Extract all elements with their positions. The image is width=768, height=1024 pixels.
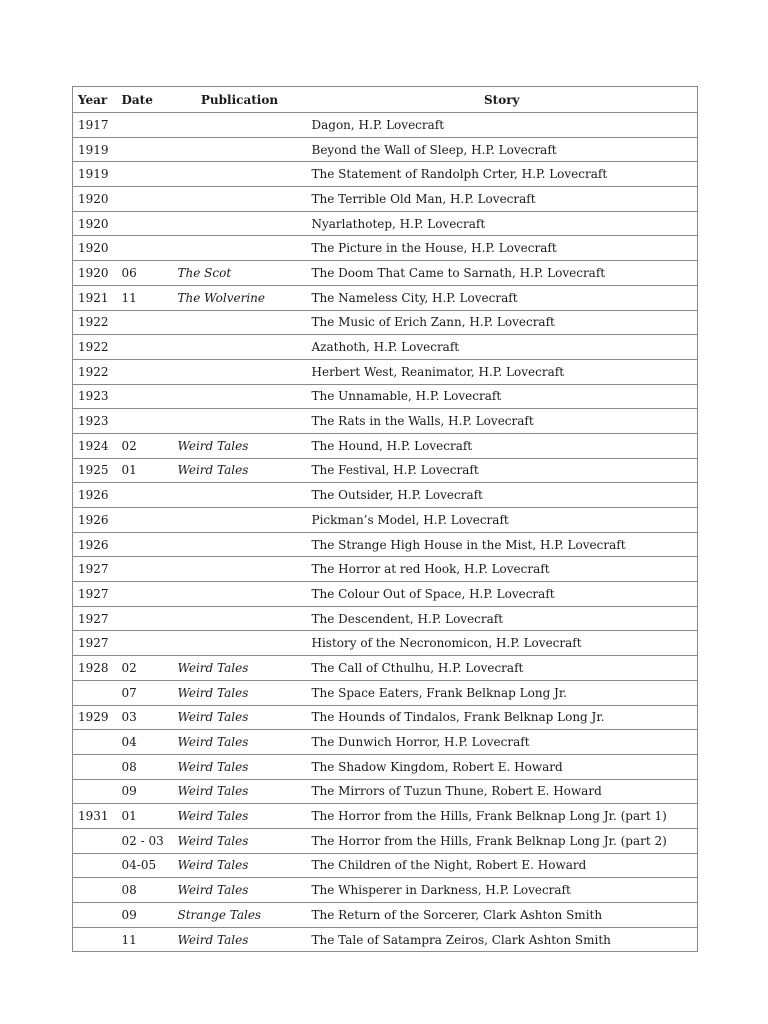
table-row	[73, 927, 698, 952]
date-cell	[117, 483, 173, 508]
publication-cell: Weird Tales	[173, 828, 307, 853]
publication-cell	[173, 557, 307, 582]
publication-cell	[173, 631, 307, 656]
year-cell: 1926	[73, 532, 117, 557]
publication-cell: Weird Tales	[173, 779, 307, 804]
publication-cell	[173, 384, 307, 409]
date-cell	[117, 335, 173, 360]
story-cell: The Festival, H.P. Lovecraft	[307, 458, 698, 483]
story-cell: The Strange High House in the Mist, H.P. Lovecraft	[307, 532, 698, 557]
story-cell: The Space Eaters, Frank Belknap Long Jr.	[307, 680, 698, 705]
story-cell: Azathoth, H.P. Lovecraft	[307, 335, 698, 360]
table-row	[73, 779, 698, 804]
story-cell: The Tale of Satampra Zeiros, Clark Ashton Smith	[307, 927, 698, 952]
table-row	[73, 335, 698, 360]
story-cell: Beyond the Wall of Sleep, H.P. Lovecraft	[307, 137, 698, 162]
date-cell: 09	[117, 903, 173, 928]
publication-cell	[173, 113, 307, 138]
publication-cell	[173, 532, 307, 557]
table-row	[73, 606, 698, 631]
table-row	[73, 508, 698, 533]
publication-cell: Weird Tales	[173, 853, 307, 878]
date-cell: 07	[117, 680, 173, 705]
year-cell: 1927	[73, 557, 117, 582]
story-cell: Pickman’s Model, H.P. Lovecraft	[307, 508, 698, 533]
date-cell	[117, 187, 173, 212]
year-cell: 1923	[73, 384, 117, 409]
publication-cell	[173, 483, 307, 508]
year-cell: 1921	[73, 285, 117, 310]
year-cell: 1927	[73, 582, 117, 607]
year-cell: 1920	[73, 236, 117, 261]
year-cell: 1931	[73, 804, 117, 829]
table-row	[73, 828, 698, 853]
publication-cell: Weird Tales	[173, 754, 307, 779]
date-cell	[117, 508, 173, 533]
year-cell	[73, 779, 117, 804]
story-cell: The Unnamable, H.P. Lovecraft	[307, 384, 698, 409]
publication-cell: Weird Tales	[173, 878, 307, 903]
year-cell: 1926	[73, 483, 117, 508]
date-cell: 01	[117, 804, 173, 829]
story-cell: The Outsider, H.P. Lovecraft	[307, 483, 698, 508]
publication-cell	[173, 508, 307, 533]
publication-cell	[173, 162, 307, 187]
date-cell	[117, 606, 173, 631]
story-cell: The Nameless City, H.P. Lovecraft	[307, 285, 698, 310]
publication-cell: Weird Tales	[173, 927, 307, 952]
story-cell: Dagon, H.P. Lovecraft	[307, 113, 698, 138]
date-cell: 04-05	[117, 853, 173, 878]
date-cell: 02	[117, 656, 173, 681]
table-row	[73, 236, 698, 261]
table-row	[73, 680, 698, 705]
table-row	[73, 656, 698, 681]
story-cell: The Horror from the Hills, Frank Belknap Long Jr. (part 1)	[307, 804, 698, 829]
year-cell: 1928	[73, 656, 117, 681]
story-cell: The Doom That Came to Sarnath, H.P. Lovecraft	[307, 261, 698, 286]
publication-cell	[173, 409, 307, 434]
stories-table	[72, 86, 698, 952]
date-cell: 01	[117, 458, 173, 483]
story-cell: Nyarlathotep, H.P. Lovecraft	[307, 211, 698, 236]
story-cell: The Music of Erich Zann, H.P. Lovecraft	[307, 310, 698, 335]
year-cell: 1926	[73, 508, 117, 533]
story-cell: The Hounds of Tindalos, Frank Belknap Long Jr.	[307, 705, 698, 730]
column-header-publication: Publication	[173, 87, 307, 113]
story-cell: The Children of the Night, Robert E. Howard	[307, 853, 698, 878]
table-row	[73, 162, 698, 187]
date-cell	[117, 113, 173, 138]
table-row	[73, 433, 698, 458]
year-cell: 1924	[73, 433, 117, 458]
table-row	[73, 903, 698, 928]
date-cell: 11	[117, 927, 173, 952]
publication-cell: Weird Tales	[173, 458, 307, 483]
table-row	[73, 483, 698, 508]
table-row	[73, 187, 698, 212]
story-cell: Herbert West, Reanimator, H.P. Lovecraft	[307, 359, 698, 384]
year-cell: 1920	[73, 211, 117, 236]
table-row	[73, 532, 698, 557]
date-cell	[117, 384, 173, 409]
year-cell	[73, 754, 117, 779]
table-row	[73, 384, 698, 409]
year-cell: 1927	[73, 631, 117, 656]
story-cell: The Statement of Randolph Crter, H.P. Lovecraft	[307, 162, 698, 187]
date-cell	[117, 409, 173, 434]
story-cell: The Return of the Sorcerer, Clark Ashton Smith	[307, 903, 698, 928]
table-row	[73, 409, 698, 434]
year-cell: 1920	[73, 261, 117, 286]
story-cell: The Whisperer in Darkness, H.P. Lovecraft	[307, 878, 698, 903]
publication-cell	[173, 335, 307, 360]
year-cell: 1919	[73, 162, 117, 187]
table-row	[73, 113, 698, 138]
year-cell	[73, 878, 117, 903]
date-cell	[117, 211, 173, 236]
table-body	[73, 113, 698, 952]
story-cell: The Horror from the Hills, Frank Belknap Long Jr. (part 2)	[307, 828, 698, 853]
column-header-story: Story	[307, 87, 698, 113]
year-cell: 1919	[73, 137, 117, 162]
table-row	[73, 137, 698, 162]
date-cell	[117, 631, 173, 656]
publication-cell: Weird Tales	[173, 730, 307, 755]
year-cell: 1925	[73, 458, 117, 483]
table-row	[73, 557, 698, 582]
table-row	[73, 730, 698, 755]
date-cell	[117, 236, 173, 261]
year-cell: 1922	[73, 335, 117, 360]
date-cell: 02	[117, 433, 173, 458]
year-cell	[73, 903, 117, 928]
story-cell: The Colour Out of Space, H.P. Lovecraft	[307, 582, 698, 607]
story-cell: The Dunwich Horror, H.P. Lovecraft	[307, 730, 698, 755]
year-cell: 1920	[73, 187, 117, 212]
story-cell: The Rats in the Walls, H.P. Lovecraft	[307, 409, 698, 434]
table-row	[73, 582, 698, 607]
date-cell: 08	[117, 878, 173, 903]
story-cell: The Mirrors of Tuzun Thune, Robert E. Howard	[307, 779, 698, 804]
year-cell: 1927	[73, 606, 117, 631]
year-cell: 1922	[73, 310, 117, 335]
publication-cell: Weird Tales	[173, 804, 307, 829]
publication-cell	[173, 606, 307, 631]
date-cell	[117, 532, 173, 557]
year-cell	[73, 828, 117, 853]
date-cell: 08	[117, 754, 173, 779]
table-row	[73, 261, 698, 286]
year-cell: 1929	[73, 705, 117, 730]
date-cell	[117, 359, 173, 384]
year-cell: 1922	[73, 359, 117, 384]
publication-cell: Weird Tales	[173, 656, 307, 681]
publication-cell	[173, 310, 307, 335]
date-cell	[117, 137, 173, 162]
publication-cell	[173, 359, 307, 384]
year-cell	[73, 853, 117, 878]
publication-cell: The Scot	[173, 261, 307, 286]
date-cell	[117, 557, 173, 582]
story-cell: The Call of Cthulhu, H.P. Lovecraft	[307, 656, 698, 681]
date-cell	[117, 310, 173, 335]
table-row	[73, 878, 698, 903]
table-row	[73, 285, 698, 310]
table-row	[73, 359, 698, 384]
story-cell: The Picture in the House, H.P. Lovecraft	[307, 236, 698, 261]
date-cell: 03	[117, 705, 173, 730]
header-row	[73, 87, 698, 113]
year-cell: 1923	[73, 409, 117, 434]
story-cell: The Terrible Old Man, H.P. Lovecraft	[307, 187, 698, 212]
table-row	[73, 631, 698, 656]
publication-cell	[173, 187, 307, 212]
story-cell: The Shadow Kingdom, Robert E. Howard	[307, 754, 698, 779]
publication-cell: Weird Tales	[173, 705, 307, 730]
date-cell: 02 - 03	[117, 828, 173, 853]
publication-cell: Weird Tales	[173, 433, 307, 458]
date-cell: 09	[117, 779, 173, 804]
date-cell: 04	[117, 730, 173, 755]
publication-cell: Weird Tales	[173, 680, 307, 705]
table-row	[73, 458, 698, 483]
date-cell: 11	[117, 285, 173, 310]
story-cell: The Descendent, H.P. Lovecraft	[307, 606, 698, 631]
story-cell: The Hound, H.P. Lovecraft	[307, 433, 698, 458]
publication-cell	[173, 236, 307, 261]
publication-cell	[173, 137, 307, 162]
column-header-year: Year	[73, 87, 117, 113]
publication-cell	[173, 582, 307, 607]
table-row	[73, 754, 698, 779]
year-cell: 1917	[73, 113, 117, 138]
table-row	[73, 853, 698, 878]
publication-cell: The Wolverine	[173, 285, 307, 310]
table-row	[73, 310, 698, 335]
date-cell	[117, 162, 173, 187]
table-header	[73, 87, 698, 113]
date-cell: 06	[117, 261, 173, 286]
year-cell	[73, 680, 117, 705]
year-cell	[73, 927, 117, 952]
story-cell: The Horror at red Hook, H.P. Lovecraft	[307, 557, 698, 582]
year-cell	[73, 730, 117, 755]
table-row	[73, 705, 698, 730]
date-cell	[117, 582, 173, 607]
table-row	[73, 804, 698, 829]
publication-cell: Strange Tales	[173, 903, 307, 928]
table-row	[73, 211, 698, 236]
column-header-date: Date	[117, 87, 173, 113]
story-cell: History of the Necronomicon, H.P. Lovecraft	[307, 631, 698, 656]
publication-cell	[173, 211, 307, 236]
